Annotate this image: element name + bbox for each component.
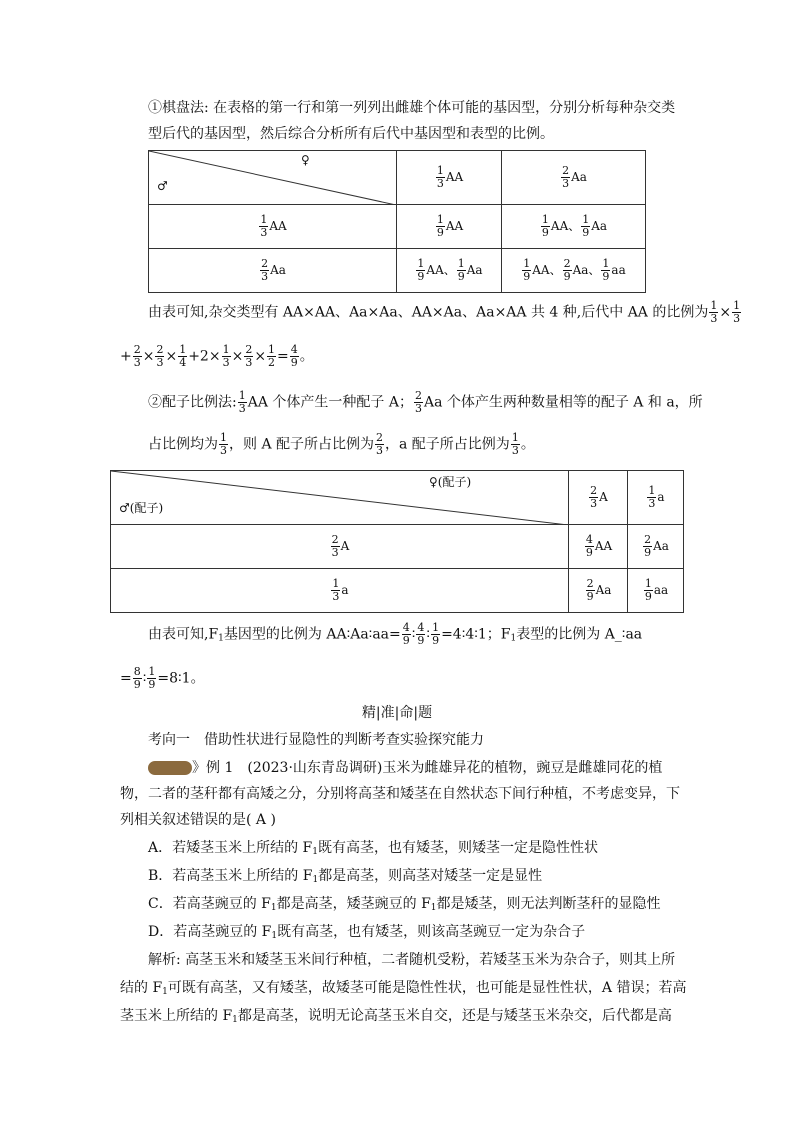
gamete-table-2 — [110, 470, 684, 613]
example-line3: 列相关叙述错误的是( A ) — [120, 812, 276, 828]
method2-line2: 占比例均为 $\frac{1}{3}$ ，则 A 配子所占比例为 $\frac{2}{3}$ ，a 配子所占比例为 $\frac{1}{3}$ 。 — [148, 431, 535, 457]
table1-cell-1-1: $\frac{1}{9}$ AA — [397, 205, 502, 249]
summary1-line1: 由表可知,杂交类型有 AA×AA、Aa×Aa、AA×Aa、Aa×AA 共 4 种,后代中 AA 的比例为 $\frac{1}{3}$ × $\frac{1}{3}$ — [148, 299, 741, 325]
male-gamete-label: ♂(配子) — [119, 501, 164, 515]
table1-col2: $\frac{2}{3}$ Aa — [502, 151, 646, 205]
example-badge — [148, 761, 192, 775]
analysis-line2: 结的 $F_1$可既有高茎，又有矮茎，故矮茎可能是隐性性状，也可能是显性性状，A 错误；若高 — [120, 980, 687, 997]
topic-heading: 考向一 借助性状进行显隐性的判断考查实验探究能力 — [148, 732, 484, 748]
table2-cell-1-1: $\frac{4}{9}$ AA — [569, 525, 628, 569]
table2-row1: $\frac{2}{3}$ A — [111, 525, 569, 569]
table1-header-corner — [149, 151, 397, 205]
example-line1: 》例 1 (2023·山东青岛调研)玉米为雌雄异花的植物，豌豆是雌雄同花的植 — [148, 758, 662, 778]
method2-line1: ②配子比例法: $\frac{1}{3}$ AA 个体产生一种配子 A； $\frac{2}{3}$ Aa 个体产生两种数量相等的配子 A 和 a，所 — [148, 389, 703, 415]
punnett-table-1 — [148, 150, 646, 293]
table2-row2: $\frac{1}{3}$ a — [111, 569, 569, 613]
summary1-line2: + $\frac{2}{3}$ × $\frac{2}{3}$ × $\frac{1}{4}$ +2× $\frac{1}{3}$ × $\frac{2}{3}$ × $\frac{1}{2}$ = $\frac{4}{9}$ 。 — [120, 343, 314, 369]
table1-row1: $\frac{1}{3}$ AA — [149, 205, 397, 249]
female-symbol: ♀ — [301, 153, 310, 167]
summary2-line1: 由表可知$,F_1$基因型的比例为 AA∶Aa∶aa= $\frac{4}{9}$ ∶ $\frac{4}{9}$ ∶ $\frac{1}{9}$ =4∶4∶1；$F_1$表型的比例为 A_∶aa — [148, 621, 643, 647]
option-d: D．若高茎豌豆的 $F_1$既有高茎，也有矮茎，则该高茎豌豆一定为杂合子 — [148, 924, 586, 941]
method1-line2: 型后代的基因型，然后综合分析所有后代中基因型和表型的比例。 — [148, 126, 554, 142]
table2-col1: $\frac{2}{3}$ A — [569, 471, 628, 525]
table2-cell-2-1: $\frac{2}{9}$ Aa — [569, 569, 628, 613]
analysis-line3: 茎玉米上所结的 $F_1$都是高茎，说明无论高茎玉米自交，还是与矮茎玉米杂交，后代都是高 — [120, 1008, 672, 1025]
table2-header-corner — [111, 471, 569, 525]
option-a: A．若矮茎玉米上所结的 $F_1$既有高茎，也有矮茎，则矮茎一定是隐性性状 — [148, 840, 599, 857]
table1-row2: $\frac{2}{3}$ Aa — [149, 249, 397, 293]
table2-cell-2-2: $\frac{1}{9}$ aa — [628, 569, 684, 613]
option-c: C．若高茎豌豆的 $F_1$都是高茎，矮茎豌豆的 $F_1$都是矮茎，则无法判断茎秆的显隐性 — [148, 896, 661, 913]
table1-cell-2-2: $\frac{1}{9}$ AA、 $\frac{2}{9}$ Aa、 $\frac{1}{9}$ aa — [502, 249, 646, 293]
example-line2: 物，二者的茎秆都有高矮之分，分别将高茎和矮茎在自然状态下间行种植，不考虑变异，下 — [120, 786, 680, 802]
section-title: 精|准|命|题 — [361, 705, 433, 721]
male-symbol: ♂ — [157, 179, 168, 193]
female-gamete-label: ♀(配子) — [429, 475, 472, 489]
option-b: B．若高茎玉米上所结的 $F_1$都是高茎，则高茎对矮茎一定是显性 — [148, 868, 543, 885]
method1-line1: ①棋盘法: 在表格的第一行和第一列列出雌雄个体可能的基因型，分别分析每种杂交类 — [148, 100, 676, 116]
table2-cell-1-2: $\frac{2}{9}$ Aa — [628, 525, 684, 569]
table1-cell-2-1: $\frac{1}{9}$ AA、 $\frac{1}{9}$ Aa — [397, 249, 502, 293]
table1-cell-1-2: $\frac{1}{9}$ AA、 $\frac{1}{9}$ Aa — [502, 205, 646, 249]
table1-col1: $\frac{1}{3}$ AA — [397, 151, 502, 205]
table2-col2: $\frac{1}{3}$ a — [628, 471, 684, 525]
analysis-line1: 解析: 高茎玉米和矮茎玉米间行种植，二者随机受粉，若矮茎玉米为杂合子，则其上所 — [148, 952, 676, 968]
summary2-line2: = $\frac{8}{9}$ ∶ $\frac{1}{9}$ =8∶1。 — [120, 665, 205, 691]
